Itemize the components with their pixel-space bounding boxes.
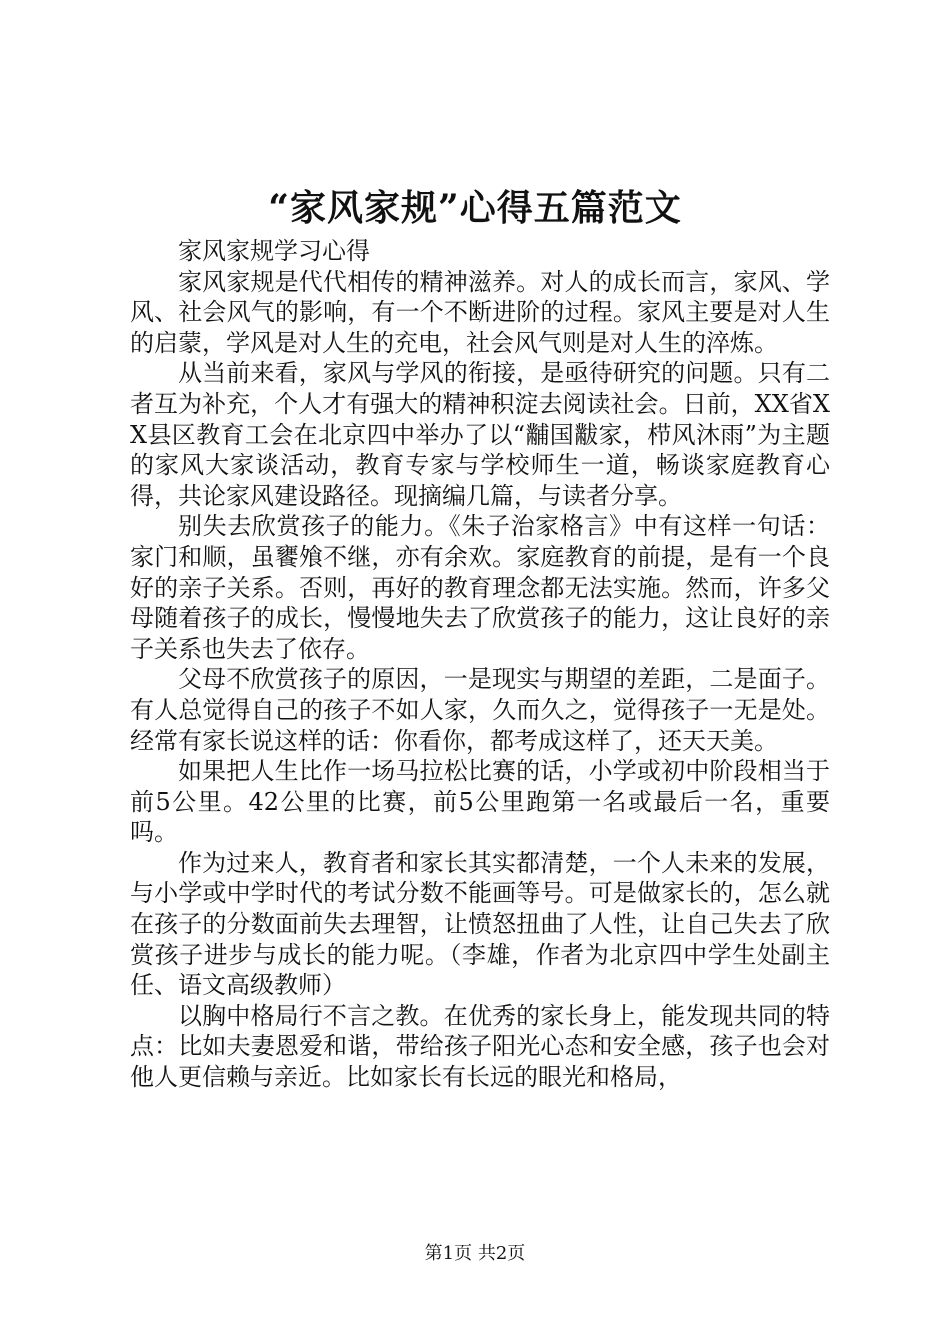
paragraph: 家风家规是代代相传的精神滋养。对人的成长而言，家风、学风、社会风气的影响，有一个不断进阶的过程。家风主要是对人生的启蒙，学风是对人生的充电，社会风气则是对人生的淬炼。 (130, 267, 830, 357)
document-body (130, 236, 830, 1093)
paragraph: 如果把人生比作一场马拉松比赛的话，小学或初中阶段相当于前5公里。42公里的比赛，前5公里跑第一名或最后一名，重要吗。 (130, 757, 830, 847)
document-title: “家风家规”心得五篇范文 (268, 187, 682, 229)
paragraph: 以胸中格局行不言之教。在优秀的家长身上，能发现共同的特点：比如夫妻恩爱和谐，带给孩子阳光心态和安全感，孩子也会对他人更信赖与亲近。比如家长有长远的眼光和格局， (130, 1001, 830, 1092)
paragraph: 从当前来看，家风与学风的衔接，是亟待研究的问题。只有二者互为补充，个人才有强大的精神积淀去阅读社会。日前，XX省XX县区教育工会在北京四中举办了以“黼国黻家，栉风沐雨”为主题的家风大家谈活动，教育专家与学校师生一道，畅谈家庭教育心得，共论家风建设路径。现摘编几篇，与读者分享。 (130, 359, 830, 510)
paragraph: 别失去欣赏孩子的能力。《朱子治家格言》中有这样一句话：家门和顺，虽饔飧不继，亦有余欢。家庭教育的前提，是有一个良好的亲子关系。否则，再好的教育理念都无法实施。然而，许多父母随着孩子的成长，慢慢地失去了欣赏孩子的能力，这让良好的亲子关系也失去了依存。 (130, 512, 830, 663)
paragraph: 作为过来人，教育者和家长其实都清楚，一个人未来的发展，与小学或中学时代的考试分数不能画等号。可是做家长的，怎么就在孩子的分数面前失去理智，让愤怒扭曲了人性，让自己失去了欣赏孩子进步与成长的能力呢。（李雄，作者为北京四中学生处副主任、语文高级教师） (130, 848, 830, 1000)
paragraph: 父母不欣赏孩子的原因，一是现实与期望的差距，二是面子。有人总觉得自己的孩子不如人家，久而久之，觉得孩子一无是处。经常有家长说这样的话：你看你，都考成这样了，还天天美。 (130, 665, 830, 755)
paragraph-subtitle: 家风家规学习心得 (178, 237, 370, 265)
page-number-footer: 第1页 共2页 (424, 1243, 526, 1264)
